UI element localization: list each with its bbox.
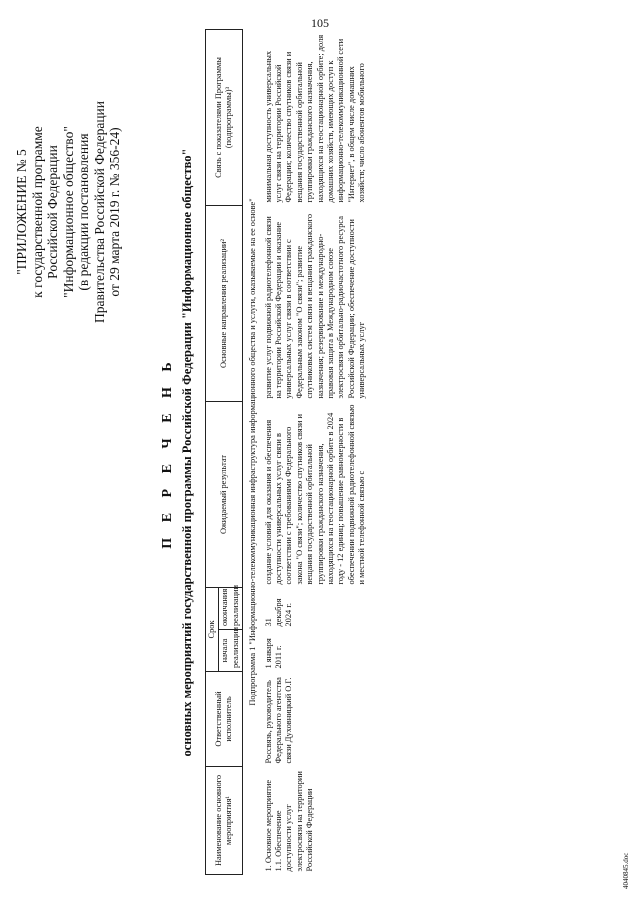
header-directions: Основные направления реализации² bbox=[206, 206, 243, 402]
subprogram-title: Подпрограмма 1 "Информационно-телекоммуникационная инфраструктура информационного общества и услуги, оказываемые на ее основе" bbox=[248, 198, 258, 706]
header-end: окончания реализации bbox=[219, 588, 243, 630]
document-subtitle: основных мероприятий государственной программы Российской Федерации "Информационное общество" bbox=[180, 148, 194, 757]
header-start: начала реализации bbox=[219, 630, 243, 672]
appendix-line: к государственной программе bbox=[29, 126, 45, 298]
cell-executor: Россвязь, руководитель Федерального агентства связи Духовницкий О.Г. bbox=[263, 677, 294, 764]
measures-table bbox=[205, 29, 369, 875]
page-number: 105 bbox=[311, 16, 329, 30]
appendix-line: Российской Федерации bbox=[45, 145, 60, 279]
appendix-line: Правительства Российской Федерации bbox=[91, 101, 107, 323]
row-name: Основное мероприятие 1.1. Обеспечение доступности услуг электросвязи на территории Российской Федерации bbox=[263, 771, 315, 872]
subprogram-row bbox=[243, 30, 263, 875]
header-term: Срок bbox=[206, 588, 219, 672]
header-executor: Ответственный исполнитель bbox=[206, 672, 243, 767]
table-row bbox=[263, 30, 369, 875]
appendix-line: "Информационное общество" bbox=[60, 126, 76, 298]
cell-link: минимальная доступность универсальных услуг связи на территории Российской Федерации; количество спутников связи и вещания государственной орбитальной группировки гражданского назначения, находящихся на геостационарной орбите; доля домашних хозяйств, имеющих доступ к информационно-телекоммуникационной сети "Интернет", в общем числе домашних хозяйств; число абонентов мобильного bbox=[263, 34, 367, 203]
cell-directions: развитие услуг подвижной радиотелефонной связи на территории Российской Федерации и оказание универсальных услуг связи в соответствии с Федеральным законом "О связи"; развитие спутниковых систем связи и вещания гражданского назначения; резервирование и международно-правовая защита в Международном союзе электросвязи орбитально-радиочастотного ресурса Российской Федерации; обеспечение доступности универсальных услуг bbox=[263, 213, 367, 399]
cell-start: 1 января 2011 г. bbox=[263, 638, 284, 669]
footer-file-code: 4040845.doc bbox=[622, 852, 630, 889]
cell-end: 31 декабря 2024 г. bbox=[263, 598, 294, 627]
table-header-row bbox=[206, 30, 219, 875]
row-number: 1. bbox=[263, 865, 273, 872]
header-link: Связь с показателями Программы (подпрограммы)³ bbox=[206, 30, 243, 206]
header-result: Ожидаемый результат bbox=[206, 402, 243, 588]
header-name: Наименование основного мероприятия¹ bbox=[206, 767, 243, 875]
appendix-line: (в редакции постановления bbox=[76, 133, 91, 291]
appendix-line: от 29 марта 2019 г. № 356-24) bbox=[107, 127, 122, 297]
cell-result: создание условий для оказания и обеспечения доступности универсальных услуг связи в соответствии с требованиями Федерального закона "О связи"; количество спутников связи и вещания государственной орбитальной группировки гражданского назначения, находящихся на геостационарной орбите в 2024 году - 12 единиц; повышение равномерности в обеспечении подвижной радиотелефонной связью и местной телефонной связью с bbox=[263, 404, 367, 585]
appendix-line: "ПРИЛОЖЕНИЕ № 5 bbox=[14, 149, 29, 275]
document-heading bbox=[160, 10, 195, 895]
document-title: П Е Р Е Ч Е Н Ь bbox=[160, 356, 175, 549]
cell-name bbox=[263, 767, 369, 875]
appendix-header bbox=[14, 22, 123, 402]
